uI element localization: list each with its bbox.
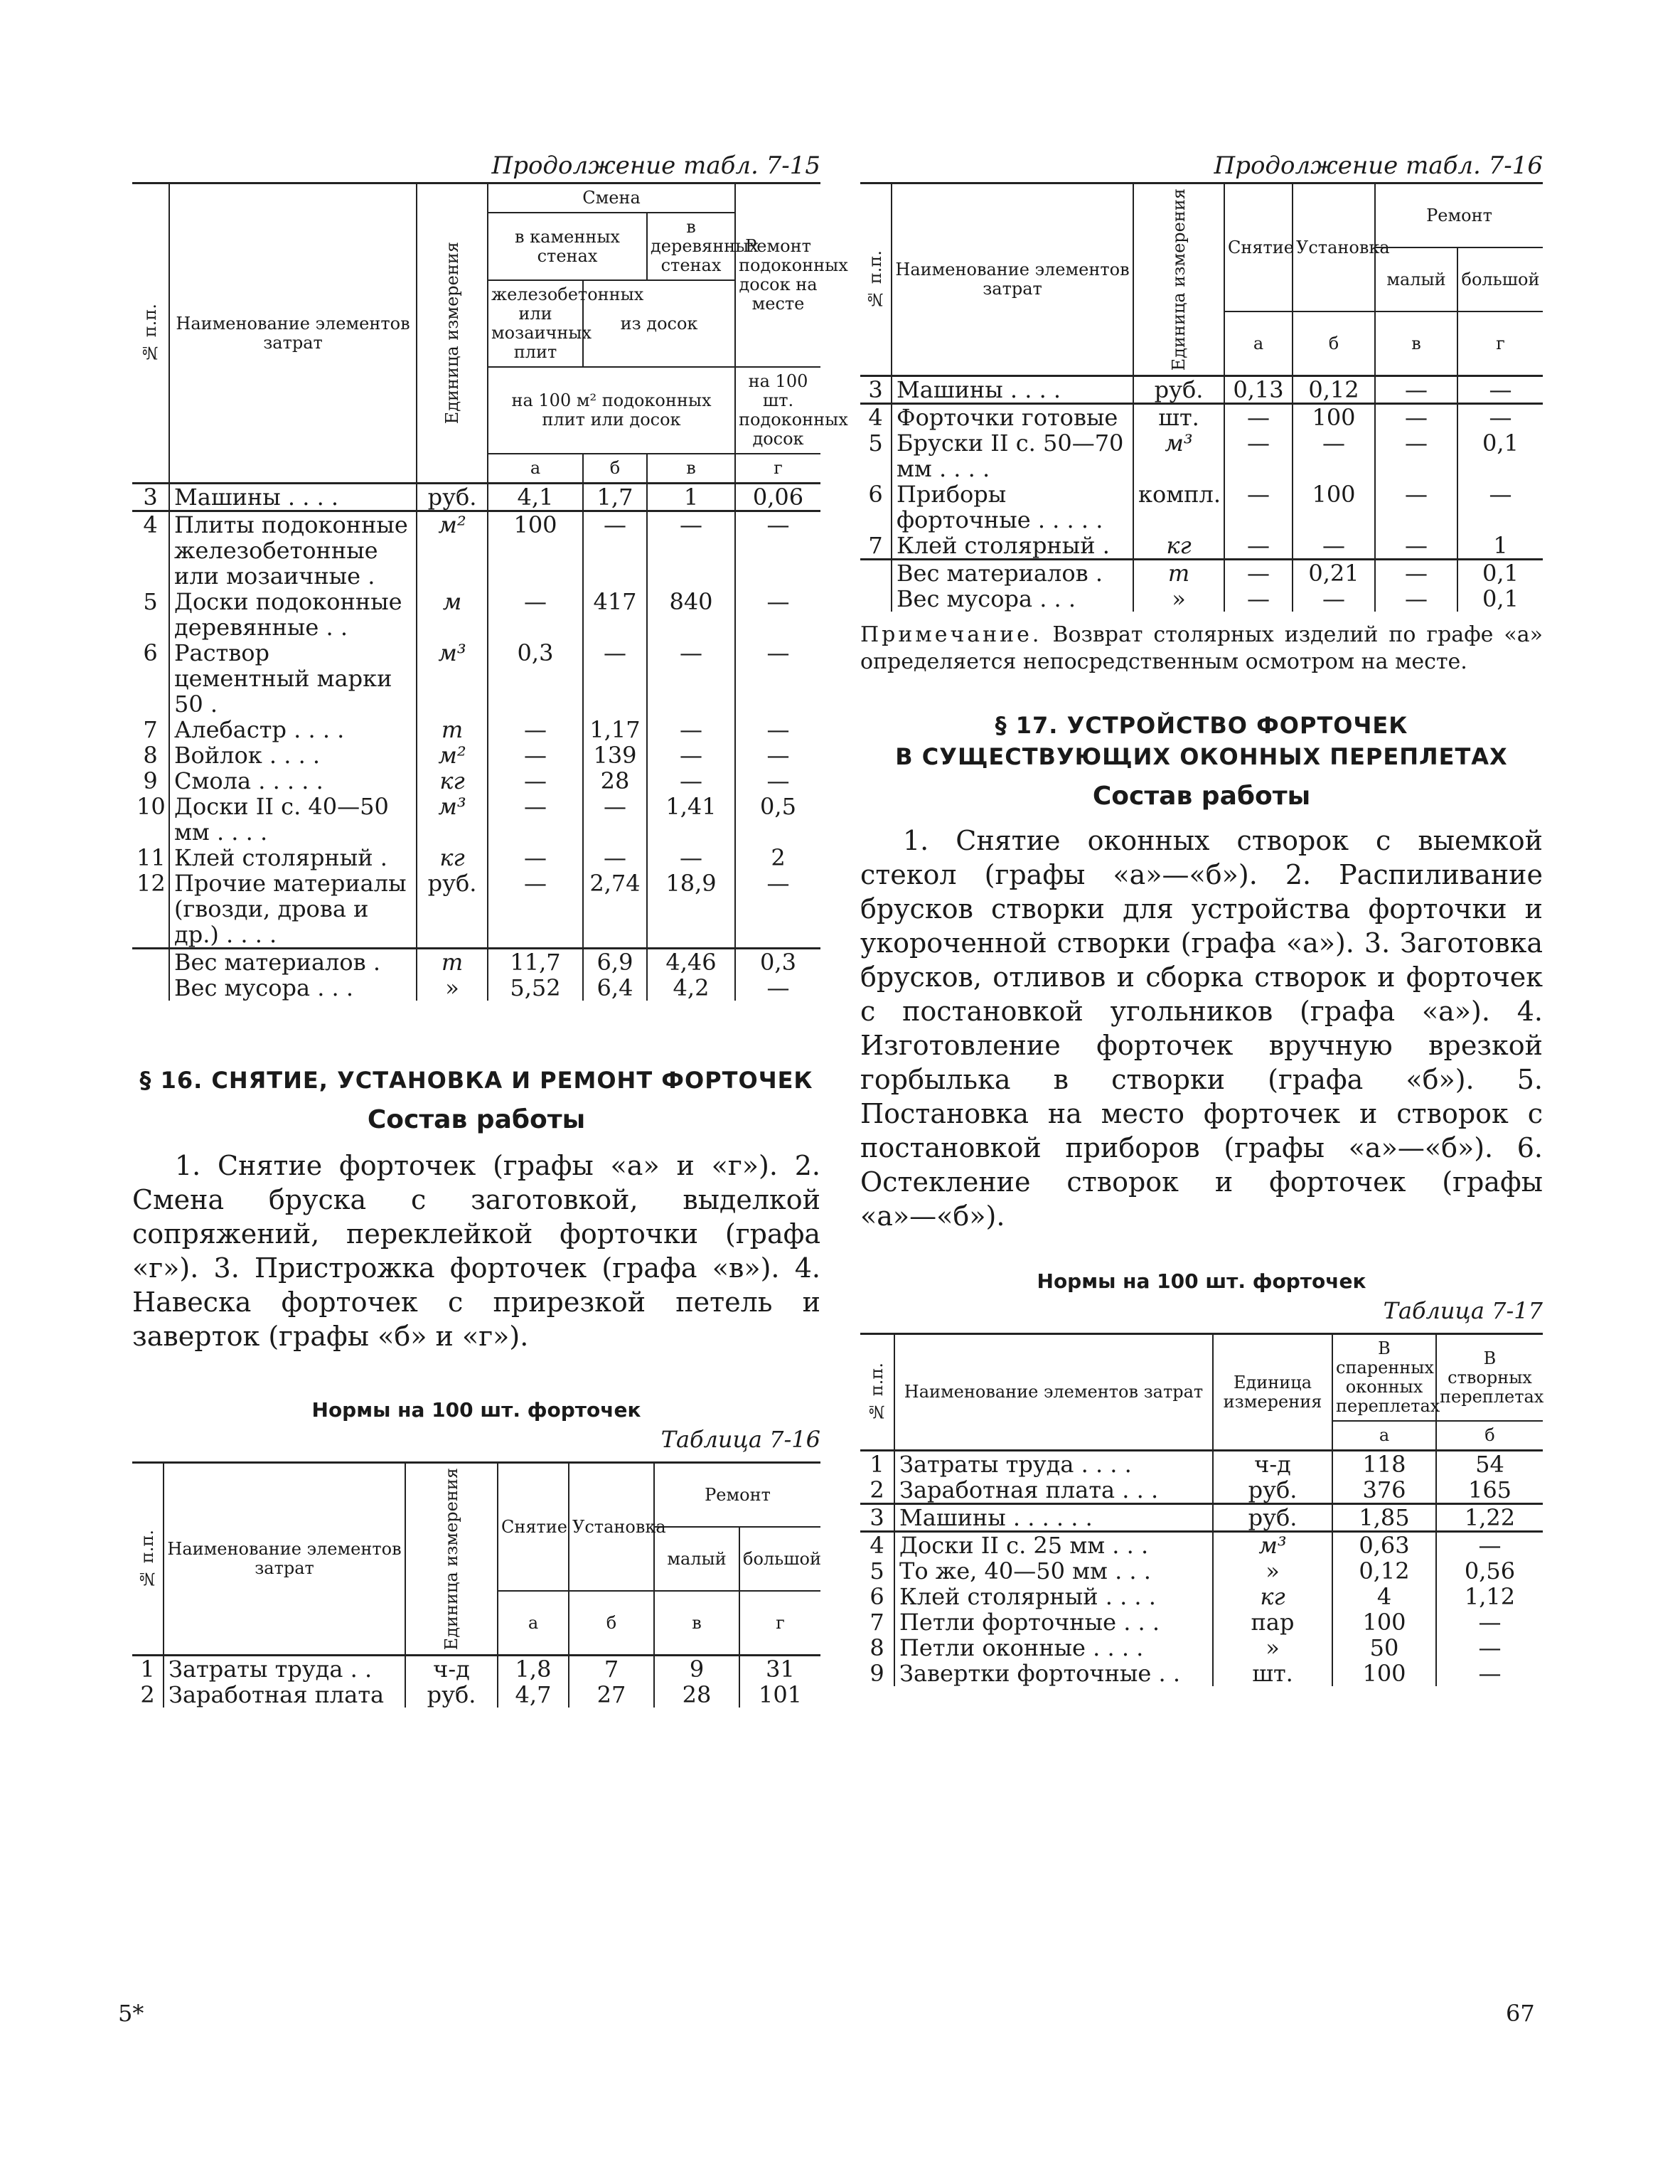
table-row: 9 Смола . . . . . кг — 28 — — bbox=[132, 768, 820, 794]
col-letter-v: в bbox=[647, 454, 735, 484]
table-row: 7 Петли форточные . . . пар 100 — bbox=[860, 1609, 1543, 1635]
table-row: 6 Клей столярный . . . . кг 4 1,12 bbox=[860, 1584, 1543, 1609]
table-7-15 bbox=[132, 182, 848, 1001]
header-smena: Смена bbox=[488, 183, 735, 213]
table-row: Вес мусора . . . » — — — 0,1 bbox=[860, 586, 1543, 612]
continuation-label: Продолжение табл. 7-16 bbox=[1214, 151, 1543, 180]
table-row: 12 Прочие материалы (гвозди, дрова и др.) . . . . руб. — 2,74 18,9 — bbox=[132, 870, 820, 949]
table-row: Вес материалов . т 11,7 6,9 4,46 0,3 bbox=[132, 949, 820, 976]
table-row: Вес мусора . . . » 5,52 6,4 4,2 — bbox=[132, 975, 820, 1001]
table-row: 3 Машины . . . . руб. 4,1 1,7 1 0,06 bbox=[132, 484, 820, 511]
col-letter-b: б bbox=[583, 454, 647, 484]
table-row: 7 Алебастр . . . . т — 1,17 — — bbox=[132, 717, 820, 742]
section-17-paragraph: 1. Снятие оконных створок с выемкой стекол (графы «а»—«б»). 2. Распиливание брусков створки для устройства форточки и укороченной створки (графа «а»). 3. Заготовка брусков, отливов и сборка створок и форточек с постановкой угольников (графа «а»). 4. Изготовление форточек вручную врезкой горбылька в створки (графа «б»). 5. Постановка на место форточек и створок с постановкой приборов (графы «а»—«б»). 6. Остекление створок и форточек (графы «а»—«б»). bbox=[860, 825, 1543, 1232]
header-remont: Ремонт подоконных досок на месте bbox=[735, 183, 820, 368]
table-row: Вес материалов . т — 0,21 — 0,1 bbox=[860, 560, 1543, 587]
norm-title: Нормы на 100 шт. форточек bbox=[1037, 1269, 1366, 1294]
section-17-title-line2: В СУЩЕСТВУЮЩИХ ОКОННЫХ ПЕРЕПЛЕТАХ bbox=[895, 743, 1508, 771]
table-row: 8 Войлок . . . . м² — 139 — — bbox=[132, 742, 820, 768]
table-row: 11 Клей столярный . кг — — — 2 bbox=[132, 845, 820, 870]
table-row: 4 Форточки готовые шт. — 100 — — bbox=[860, 404, 1543, 431]
col-name-header: Наименование элементов затрат bbox=[169, 183, 417, 484]
footer-signature: 5* bbox=[118, 2000, 144, 2027]
right-column bbox=[860, 149, 1543, 1686]
table-7-16-continued: № п.п. Наименование элементов затрат Единица измерения Снятие Установка Ремонт малый большой а б в г 3 Машины . . . . руб. 0,13 0,12 — — 4 Форточки готовые шт. — 100 — — 5 Бруски II с. 50—70 мм . . . . м³ — — — 0,1 6 Приборы форточные . . . . . компл. — 100 — — 7 Клей столярный . кг — — — 1 Вес материалов . т — 0,21 — 0,1 Вес мусора . . . » — — — 0,1 bbox=[860, 182, 1543, 612]
header-zhb: железобетонных или мозаичных плит bbox=[488, 280, 583, 367]
section-17-title-line1: § 17. УСТРОЙСТВО ФОРТОЧЕК bbox=[995, 712, 1408, 740]
note-text: Возврат столярных изделий по графе «а» определяется непосредственным осмотром на месте. bbox=[860, 622, 1543, 675]
table-row: 5 Доски подоконные деревянные . . м — 417 840 — bbox=[132, 589, 820, 640]
norm-title: Нормы на 100 шт. форточек bbox=[311, 1398, 641, 1422]
table-row: 8 Петли оконные . . . . » 50 — bbox=[860, 1635, 1543, 1661]
col-letter-g: г bbox=[735, 454, 820, 484]
sostav-heading: Состав работы bbox=[367, 1105, 586, 1134]
table-row: 6 Раствор цементный марки 50 . м³ 0,3 — — — bbox=[132, 640, 820, 717]
table-label: Таблица 7-17 bbox=[1383, 1297, 1543, 1325]
table-row: 4 Плиты подоконные железобетонные или мозаичные . м² 100 — — — bbox=[132, 511, 820, 590]
section-16-title: § 16. СНЯТИЕ, УСТАНОВКА И РЕМОНТ ФОРТОЧЕК bbox=[139, 1067, 813, 1094]
header-per-100m2: на 100 м² подоконных плит или досок bbox=[488, 367, 735, 454]
table-row: 2 Заработная плата руб. 4,7 27 28 101 bbox=[132, 1682, 820, 1708]
table-row: 5 То же, 40—50 мм . . . » 0,12 0,56 bbox=[860, 1558, 1543, 1584]
col-num-header: № п.п. bbox=[132, 183, 169, 484]
table-row: 1 Затраты труда . . . . ч-д 118 54 bbox=[860, 1451, 1543, 1478]
col-unit-header: Единица измерения bbox=[417, 183, 488, 484]
table-row: 3 Машины . . . . руб. 0,13 0,12 — — bbox=[860, 376, 1543, 404]
section-16-paragraph: 1. Снятие форточек (графы «а» и «г»). 2. Смена бруска с заготовкой, выделкой сопряжений, переклейкой форточки (графа «г»). 3. Пристрожка форточек (графа «в»). 4. Навеска форточек с прирезкой петель и заверток (графы «б» и «г»). bbox=[132, 1150, 820, 1352]
table-row: 7 Клей столярный . кг — — — 1 bbox=[860, 533, 1543, 560]
left-column bbox=[132, 149, 848, 1709]
table-row: 1 Затраты труда . . ч-д 1,8 7 9 31 bbox=[132, 1656, 820, 1683]
continuation-label: Продолжение табл. 7-15 bbox=[491, 151, 820, 180]
table-row: 10 Доски II с. 40—50 мм . . . . м³ — — 1,41 0,5 bbox=[132, 794, 820, 845]
table-row: 9 Завертки форточные . . шт. 100 — bbox=[860, 1661, 1543, 1686]
table-label: Таблица 7-16 bbox=[660, 1426, 820, 1453]
note-label: Примечание. bbox=[860, 622, 1042, 648]
header-stone-walls: в каменных стенах bbox=[488, 213, 647, 280]
table-row: 5 Бруски II с. 50—70 мм . . . . м³ — — — 0,1 bbox=[860, 430, 1543, 481]
col-letter-a: а bbox=[488, 454, 583, 484]
table-7-17: № п.п. Наименование элементов затрат Единица измерения В спаренных оконных переплетах В створных переплетах а б 1 Затраты труда . . . . ч-д 118 54 2 Заработная плата . . . руб. 376 165 3 Машины . . . . . . руб. 1,85 1,22 4 Доски II с. 25 мм . . . м³ 0,63 — 5 То же, 40—50 мм . . . » 0,12 0,56 6 Клей столярный . . . . кг 4 1,12 7 Петли форточные . . . пар 100 — 8 Петли оконные . . . . » 50 — 9 Завертки форточные . . шт. 100 — bbox=[860, 1333, 1543, 1686]
note bbox=[860, 622, 1543, 676]
table-row: 4 Доски II с. 25 мм . . . м³ 0,63 — bbox=[860, 1532, 1543, 1559]
table-row: 3 Машины . . . . . . руб. 1,85 1,22 bbox=[860, 1504, 1543, 1532]
header-wood-walls: в деревянных стенах bbox=[647, 213, 735, 280]
header-per-100sht: на 100 шт. подоконных досок bbox=[735, 367, 820, 454]
page-number: 67 bbox=[1506, 2000, 1535, 2027]
table-7-16: № п.п. Наименование элементов затрат Единица измерения Снятие Установка Ремонт малый большой а б в г 1 Затраты труда . . ч-д 1,8 7 9 31 2 Заработная плата руб. 4,7 27 28 101 bbox=[132, 1461, 820, 1708]
sostav-heading: Состав работы bbox=[1092, 782, 1311, 811]
table-row: 2 Заработная плата . . . руб. 376 165 bbox=[860, 1477, 1543, 1504]
header-boards: из досок bbox=[583, 280, 735, 367]
table-row: 6 Приборы форточные . . . . . компл. — 100 — — bbox=[860, 481, 1543, 533]
